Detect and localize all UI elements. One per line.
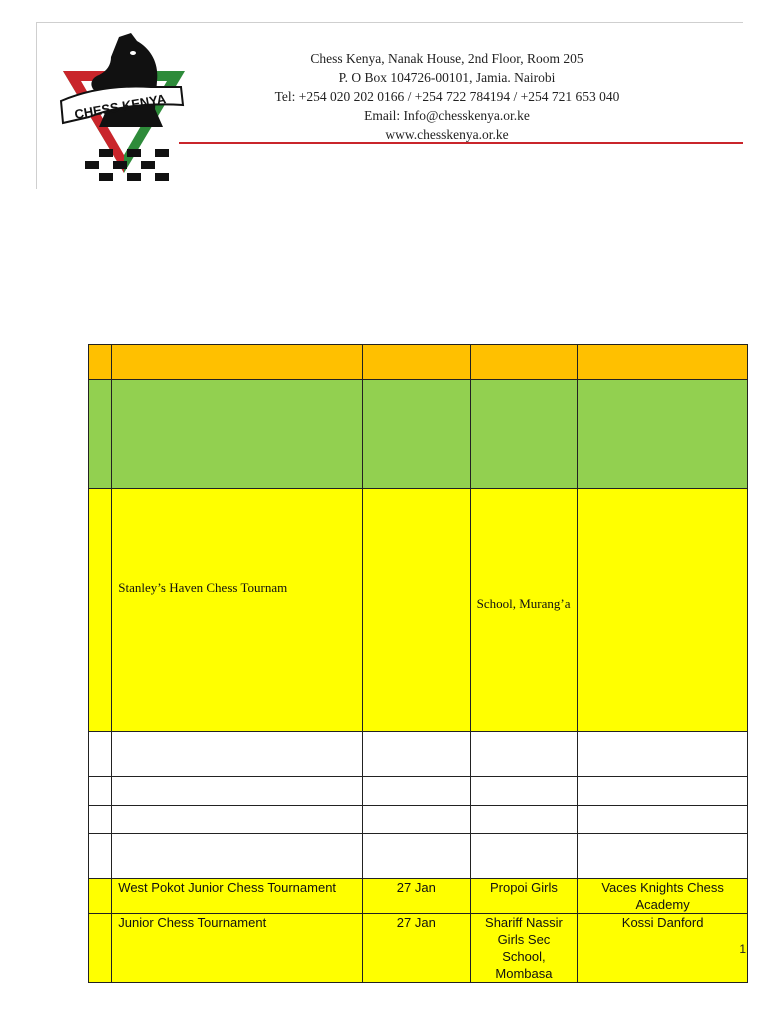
table-cell (89, 879, 112, 914)
table-row (89, 489, 748, 732)
table-cell (470, 732, 578, 777)
venue-cell: Shariff Nassir Girls Sec School, Mombasa (470, 914, 578, 983)
organizer-cell: Kossi Danford (578, 914, 748, 983)
date-cell: 27 Jan (363, 914, 471, 983)
email-line: Email: Info@chesskenya.or.ke (364, 108, 530, 123)
table-cell (112, 806, 363, 834)
table-cell (89, 914, 112, 983)
table-cell (578, 345, 748, 380)
tournament-schedule-table (88, 344, 748, 983)
contact-block (253, 49, 641, 144)
table-cell (578, 806, 748, 834)
letterhead (36, 22, 743, 189)
table-cell (470, 806, 578, 834)
table-row (89, 834, 748, 879)
tournament-name-cell: West Pokot Junior Chess Tournament (112, 879, 363, 914)
table-cell (112, 834, 363, 879)
organizer-cell: Vaces Knights Chess Academy (578, 879, 748, 914)
table-cell (363, 806, 471, 834)
table-cell (470, 345, 578, 380)
po-box-line: P. O Box 104726-00101, Jamia. Nairobi (338, 70, 556, 85)
address-line: Chess Kenya, Nanak House, 2nd Floor, Room 205 (310, 51, 584, 66)
table-row (89, 732, 748, 777)
telephone-line: Tel: +254 020 202 0166 / +254 722 784194 / +254 721 653 040 (274, 89, 620, 104)
table-cell (89, 489, 112, 732)
chess-kenya-logo (59, 31, 189, 183)
table-cell (363, 345, 471, 380)
logo-text: CHESS KENYA (73, 91, 168, 123)
table-row (89, 879, 748, 914)
table-cell (89, 380, 112, 489)
table-cell (470, 380, 578, 489)
table-cell (578, 777, 748, 806)
table-cell (89, 732, 112, 777)
table-cell (363, 834, 471, 879)
organizer-cell (578, 489, 748, 732)
date-cell (363, 489, 471, 732)
table-cell (578, 380, 748, 489)
tournament-name-cell: Stanley’s Haven Chess Tournam (112, 489, 363, 732)
table-cell (89, 806, 112, 834)
tournament-name-cell: Junior Chess Tournament (112, 914, 363, 983)
table-cell (470, 834, 578, 879)
table-cell (112, 732, 363, 777)
table-header-row (89, 345, 748, 380)
table-row (89, 914, 748, 983)
table-cell (470, 777, 578, 806)
table-cell (112, 345, 363, 380)
table-cell (112, 777, 363, 806)
letterhead-divider (179, 142, 743, 144)
page-number: 1 (739, 942, 746, 956)
table-cell (89, 345, 112, 380)
venue-cell: School, Murang’a (470, 489, 578, 732)
table-cell (578, 834, 748, 879)
table-cell (112, 380, 363, 489)
table-row (89, 806, 748, 834)
table-cell (89, 834, 112, 879)
table-cell (578, 732, 748, 777)
table-cell (363, 777, 471, 806)
website-line: www.chesskenya.or.ke (385, 127, 509, 142)
table-row (89, 380, 748, 489)
table-cell (363, 732, 471, 777)
table-row (89, 777, 748, 806)
table-cell (363, 380, 471, 489)
date-cell: 27 Jan (363, 879, 471, 914)
table-cell (89, 777, 112, 806)
venue-cell: Propoi Girls (470, 879, 578, 914)
